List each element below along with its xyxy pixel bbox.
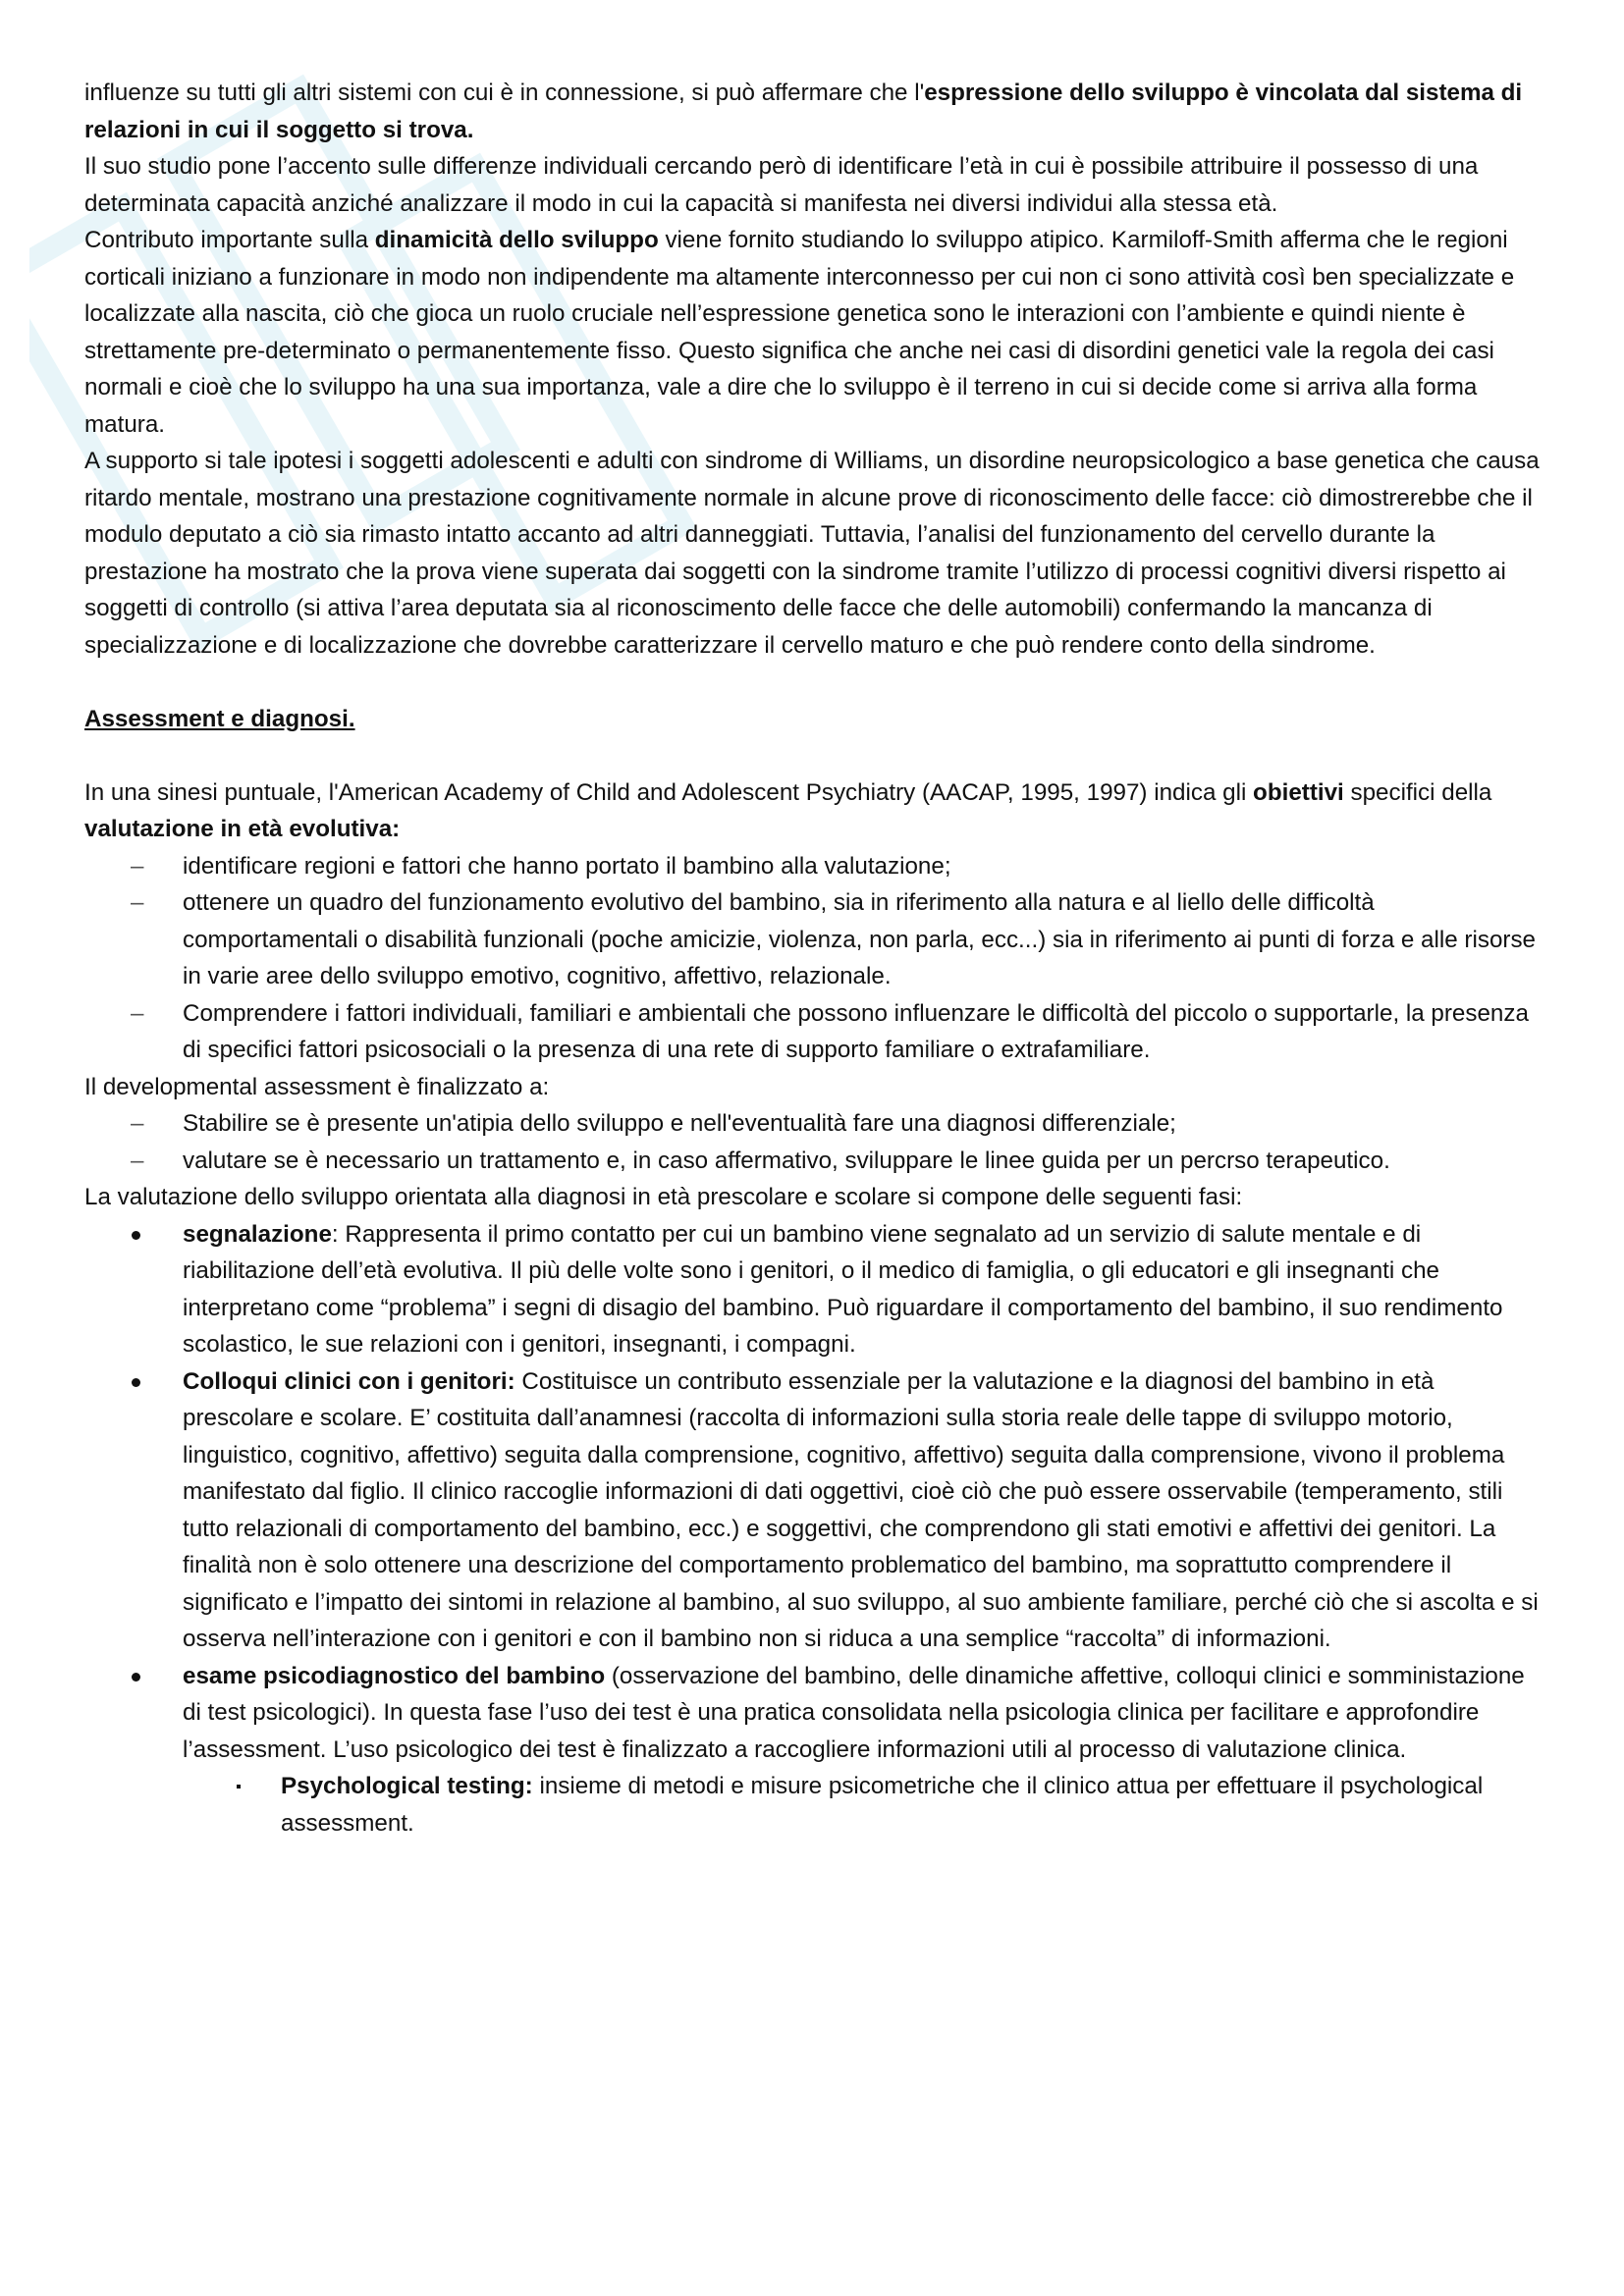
phases-list [84,1216,1547,1769]
paragraph-development-relations: influenze su tutti gli altri sistemi con cui è in connessione, si può affermare che l'espressione dello sviluppo è vincolata dal sistema di relazioni in cui il soggetto si trova. [84,80,1523,143]
list-item: – ottenere un quadro del funzionamento evolutivo del bambino, sia in riferimento alla natura e al liello delle difficoltà comportamentali o disabilità funzionali (poche amicizie, violenza, non parla, ecc...) sia in riferimento ai punti di forza e alle risorse in varie aree dello sviluppo emotivo, cognitivo, affettivo, relazionale. [84,884,1547,995]
list-item: – identificare regioni e fattori che hanno portato il bambino alla valutazione; [84,848,1547,885]
phase-item-esame: esame psicodiagnostico del bambino (osservazione del bambino, delle dinamiche affettive, colloqui clinici e somministazione di test psicologici). In questa fase l’uso dei test è una pratica consolidata nella psicologia clinica per facilitare e approfondire l’assessment. L’uso psicologico dei test è finalizzato a raccogliere informazioni utili al processo di valutazione clinica. [84,1658,1547,1769]
document-page [84,75,1547,1842]
paragraph-developmental-assessment: Il developmental assessment è finalizzato a: [84,1073,550,1100]
list-item: – Stabilire se è presente un'atipia dello sviluppo e nell'eventualità fare una diagnosi differenziale; [84,1105,1547,1143]
paragraph-phases-intro: La valutazione dello sviluppo orientata alla diagnosi in età prescolare e scolare si compone delle seguenti fasi: [84,1184,1243,1210]
subitem-psychological-testing: Psychological testing: insieme di metodi e misure psicometriche che il clinico attua per effettuare il psychological assessment. [183,1768,1547,1842]
paragraph-williams-syndrome: A supporto si tale ipotesi i soggetti adolescenti e adulti con sindrome di Williams, un disordine neuropsicologico a base genetica che causa ritardo mentale, mostrano una prestazione cognitivamente normale in alcune prove di riconoscimento delle facce: ciò dimostrerebbe che il modulo deputato a ciò sia rimasto intatto accanto ad altri danneggiati. Tuttavia, l’analisi del funzionamento del cervello durante la prestazione ha mostrato che la prova viene superata dai soggetti con la sindrome tramite l’utilizzo di processi cognitivi diversi rispetto ai soggetti di controllo (si attiva l’area deputata sia al riconoscimento delle facce che delle automobili) confermando la mancanza di specializzazione e di localizzazione che dovrebbe caratterizzare il cervello maturo e che può rendere conto della sindrome. [84,448,1540,659]
paragraph-aacap: In una sinesi puntuale, l'American Academy of Child and Adolescent Psychiatry (AACAP, 1995, 1997) indica gli obiettivi specifici della valutazione in età evolutiva: [84,778,1492,842]
list-item: – valutare se è necessario un trattamento e, in caso affermativo, sviluppare le linee guida per un percrso terapeutico. [84,1143,1547,1180]
list-item: – Comprendere i fattori individuali, familiari e ambientali che possono influenzare le difficoltà del piccolo o supportarle, la presenza di specifici fattori psicosociali o la presenza di una rete di supporto familiare o extrafamiliare. [84,995,1547,1069]
paragraph-individual-differences: Il suo studio pone l’accento sulle differenze individuali cercando però di identificare l’età in cui è possibile attribuire il possesso di una determinata capacità anziché analizzare il modo in cui la capacità si manifesta nei diversi individui alla stessa età. [84,153,1479,217]
assessment-goals-list [84,1105,1547,1179]
testing-sublist [84,1768,1547,1842]
phase-item-colloqui: Colloqui clinici con i genitori: Costituisce un contributo essenziale per la valutazione e la diagnosi del bambino in età prescolare e scolare. E’ costituita dall’anamnesi (raccolta di informazioni sulla storia reale delle tappe di sviluppo motorio, linguistico, cognitivo, affettivo) seguita dalla comprensione, cognitivo, affettivo) seguita dalla comprensione, vivono il problema manifestato dal figlio. Il clinico raccoglie informazioni di dati oggettivi, cioè ciò che può essere osservabile (temperamento, stili tutto relazionali di comportamento del bambino, ecc.) e soggettivi, che comprendono gli stati emotivi e affettivi dei genitori. La finalità non è solo ottenere una descrizione del comportamento problematico del bambino, ma soprattutto comprendere il significato e l’impatto dei sintomi in relazione al bambino, al suo sviluppo, al suo ambiente familiare, perché ciò che si ascolta e si osserva nell’interazione con i genitori e con il bambino non si riduca a una semplice “raccolta” di informazioni. [84,1363,1547,1658]
objectives-list [84,848,1547,1069]
paragraph-dynamic-development: Contributo importante sulla dinamicità dello sviluppo viene fornito studiando lo sviluppo atipico. Karmiloff-Smith afferma che le regioni corticali iniziano a funzionare in modo non indipendente ma altamente interconnesso per cui non ci sono attività così ben specializzate e localizzate alla nascita, ciò che gioca un ruolo cruciale nell’espressione genetica sono le interazioni con l’ambiente e quindi niente è strettamente pre-determinato o permanentemente fisso. Questo significa che anche nei casi di disordini genetici vale la regola dei casi normali e cioè che lo sviluppo ha una sua importanza, vale a dire che lo sviluppo è il terreno in cui si decide come si arriva alla forma matura. [84,227,1515,438]
phase-item-segnalazione: segnalazione: Rappresenta il primo contatto per cui un bambino viene segnalato ad un servizio di salute mentale e di riabilitazione dell’età evolutiva. Il più delle volte sono i genitori, o il medico di famiglia, o gli educatori e gli insegnanti che interpretano come “problema” i segni di disagio del bambino. Può riguardare il comportamento del bambino, il suo rendimento scolastico, le sue relazioni con i genitori, insegnanti, i compagni. [84,1216,1547,1363]
section-heading: Assessment e diagnosi. [84,705,355,732]
